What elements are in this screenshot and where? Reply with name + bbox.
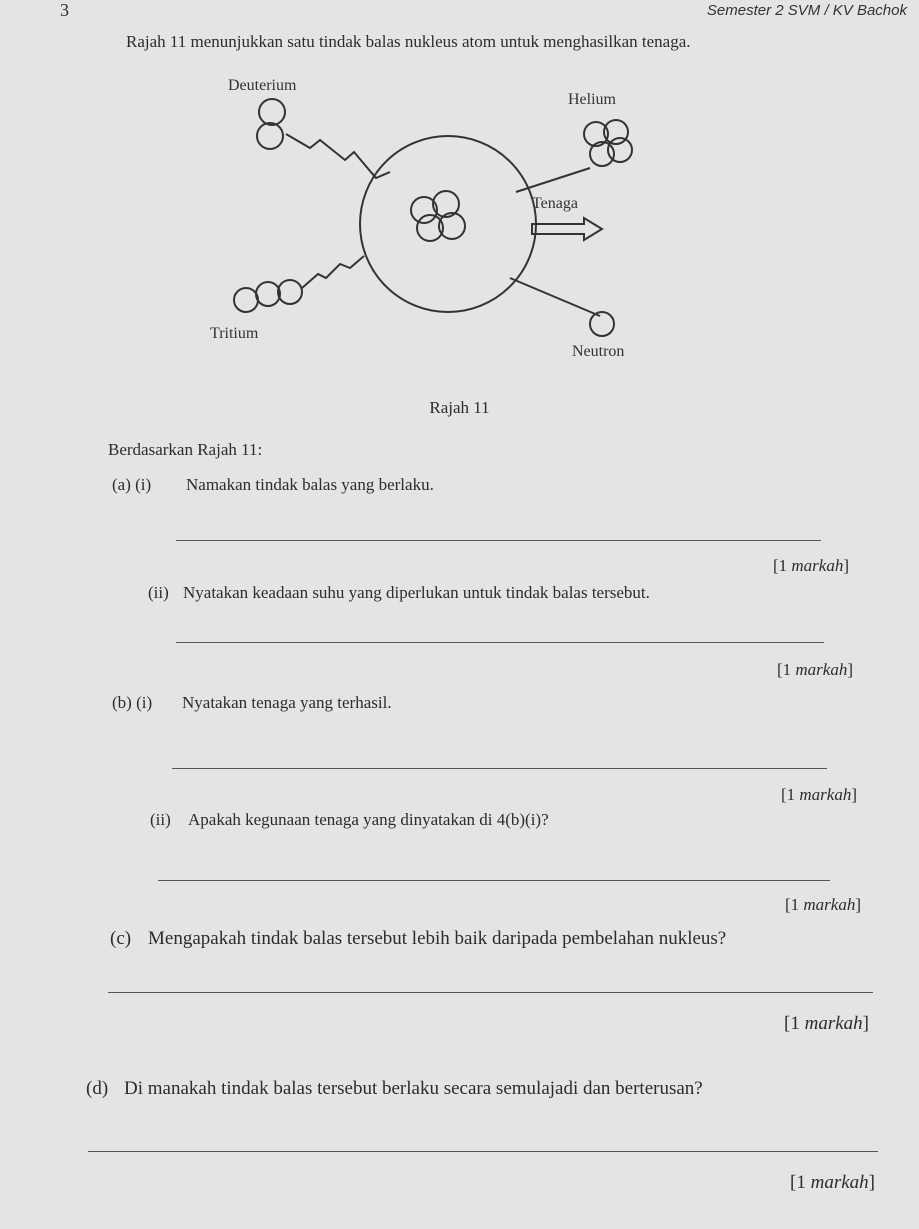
answer-line-b-i[interactable] xyxy=(172,768,827,769)
mark-b-i: [1 markah] xyxy=(780,785,857,804)
lead-text: Berdasarkan Rajah 11: xyxy=(108,440,263,459)
mark-b-ii: [1 markah] xyxy=(784,895,861,914)
mark-a-i: [1 markah] xyxy=(772,556,849,575)
question-d-text: Di manakah tindak balas tersebut berlaku secara semulajadi dan berterusan? xyxy=(124,1078,703,1099)
question-a-ii-label: (ii) xyxy=(148,583,169,602)
helium-path xyxy=(516,168,590,192)
intro-text: Rajah 11 menunjukkan satu tindak balas nukleus atom untuk menghasilkan tenaga. xyxy=(126,32,691,51)
answer-line-c[interactable] xyxy=(108,992,873,993)
question-a-i-text: Namakan tindak balas yang berlaku. xyxy=(186,475,434,494)
label-energy: Tenaga xyxy=(532,195,578,212)
label-helium: Helium xyxy=(568,91,616,108)
answer-line-a-i[interactable] xyxy=(176,540,821,541)
answer-line-b-ii[interactable] xyxy=(158,880,830,881)
mark-d: [1 markah] xyxy=(790,1172,875,1193)
question-b-ii-text: Apakah kegunaan tenaga yang dinyatakan di 4(b)(i)? xyxy=(188,810,549,829)
helium-nucleus xyxy=(584,120,632,166)
mark-c: [1 markah] xyxy=(784,1013,869,1034)
question-b-i-text: Nyatakan tenaga yang terhasil. xyxy=(182,693,392,712)
deuterium-nucleus xyxy=(257,99,285,149)
question-c-label: (c) xyxy=(110,928,132,949)
question-b-i-label: (b) (i) xyxy=(112,693,153,712)
question-a-ii-text: Nyatakan keadaan suhu yang diperlukan untuk tindak balas tersebut. xyxy=(183,583,650,602)
deuterium-path xyxy=(286,134,390,178)
page-number: 3 xyxy=(60,0,69,20)
label-deuterium: Deuterium xyxy=(228,77,297,94)
tritium-path xyxy=(302,256,364,288)
question-b-ii-label: (ii) xyxy=(150,810,171,829)
inner-nucleons xyxy=(411,191,465,241)
reaction-circle xyxy=(360,136,536,312)
question-d-label: (d) xyxy=(86,1078,109,1099)
question-a-i-label: (a) (i) xyxy=(112,475,152,494)
mark-a-ii: [1 markah] xyxy=(776,660,853,679)
label-neutron: Neutron xyxy=(572,343,625,360)
fusion-diagram xyxy=(180,68,700,388)
answer-line-a-ii[interactable] xyxy=(176,642,824,643)
answer-line-d[interactable] xyxy=(88,1151,878,1152)
header-text: Semester 2 SVM / KV Bachok xyxy=(706,2,907,19)
tritium-nucleus xyxy=(234,280,302,312)
question-c-text: Mengapakah tindak balas tersebut lebih baik daripada pembelahan nukleus? xyxy=(148,928,727,949)
neutron-particle xyxy=(590,312,614,336)
diagram-caption: Rajah 11 xyxy=(429,398,490,417)
energy-arrow xyxy=(532,218,602,240)
neutron-path xyxy=(510,278,600,316)
label-tritium: Tritium xyxy=(210,325,259,342)
